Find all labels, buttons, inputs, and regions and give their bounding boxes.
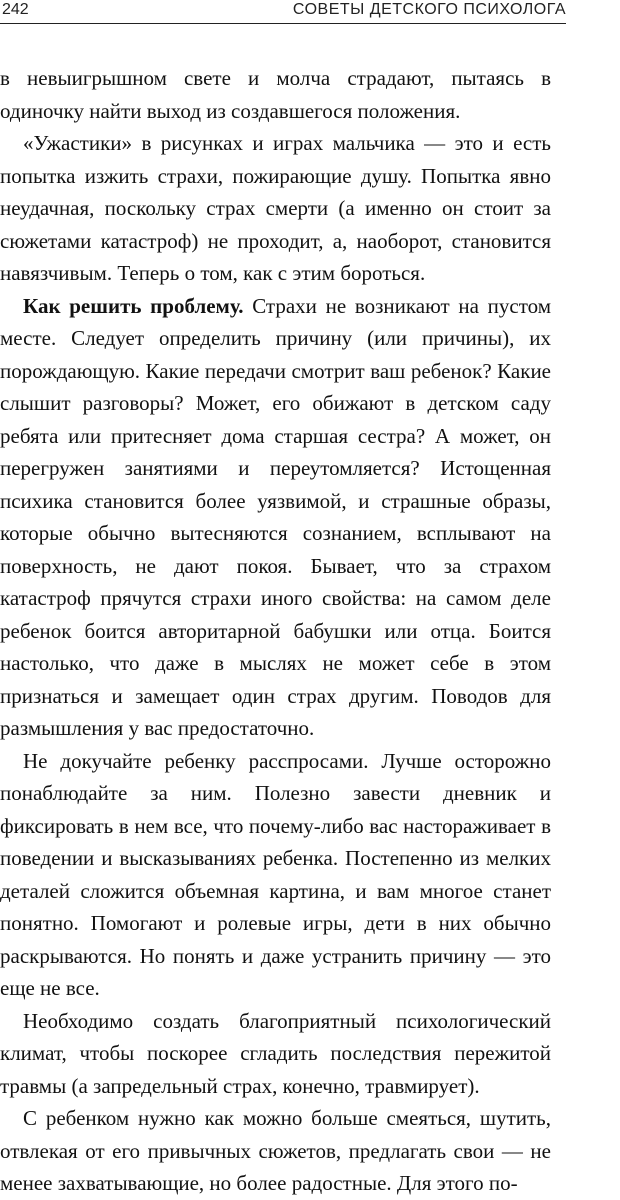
- paragraph: [0, 1005, 551, 1103]
- running-header: [0, 0, 566, 24]
- body-text: [0, 62, 551, 1200]
- paragraph-text: «Ужастики» в рисунках и играх мальчика — это и есть попытка изжить страхи, пожирающие душу. Попытка явно неудачная, поскольку страх смерти (а именно он стоит за сюжетами катастроф) не проходит, а, наоборот, становится навязчивым. Теперь о том, как с этим бороться.: [0, 131, 551, 285]
- paragraph: [0, 127, 551, 290]
- header-rule: [0, 23, 566, 24]
- page-number: 242: [2, 1, 29, 18]
- paragraph: [0, 290, 551, 745]
- paragraph: [0, 745, 551, 1005]
- paragraph: [0, 62, 551, 127]
- paragraph-text: Необходимо создать благоприятный психологический климат, чтобы поскорее сгладить последствия пережитой травмы (а запредельный страх, конечно, травмирует).: [0, 1008, 551, 1098]
- paragraph-text: С ребенком нужно как можно больше смеяться, шутить, отвлекая от его привычных сюжетов, предлагать свои — не менее захватывающие, но более радостные. Для этого по-: [0, 1106, 551, 1195]
- running-title: СОВЕТЫ ДЕТСКОГО ПСИХОЛОГА: [292, 1, 566, 18]
- paragraph-text: Не докучайте ребенку расспросами. Лучше осторожно понаблюдайте за ним. Полезно завести дневник и фиксировать в нем все, что почему-либо вас настораживает в поведении и высказываниях ребенка. Постепенно из мелких деталей сложится объемная картина, и вам многое станет понятно. Помогают и ролевые игры, дети в них обычно раскрываются. Но понять и даже устранить причину — это еще не все.: [0, 748, 551, 1000]
- paragraph-text: в невыигрышном свете и молча страдают, пытаясь в одиночку найти выход из создавшегося положения.: [0, 66, 551, 123]
- paragraph-lead: Как решить проблему.: [23, 293, 244, 318]
- paragraph: [0, 1102, 551, 1200]
- paragraph-text: Страхи не возникают на пустом месте. Следует определить причину (или причины), их порождающую. Какие передачи смотрит ваш ребенок? Какие слышит разговоры? Может, его обижают в детском саду ребята или притесняет дома старшая сестра? А может, он перегружен занятиями и переутомляется? Истощенная психика становится более уязвимой, и страшные образы, которые обычно вытесняются сознанием, всплывают на поверхность, не дают покоя. Бывает, что за страхом катастроф прячутся страхи иного свойства: на самом деле ребенок боится авторитарной бабушки или отца. Боится настолько, что даже в мыслях не может себе в этом признаться и замещает один страх другим. Поводов для размышления у вас предостаточно.: [0, 293, 551, 740]
